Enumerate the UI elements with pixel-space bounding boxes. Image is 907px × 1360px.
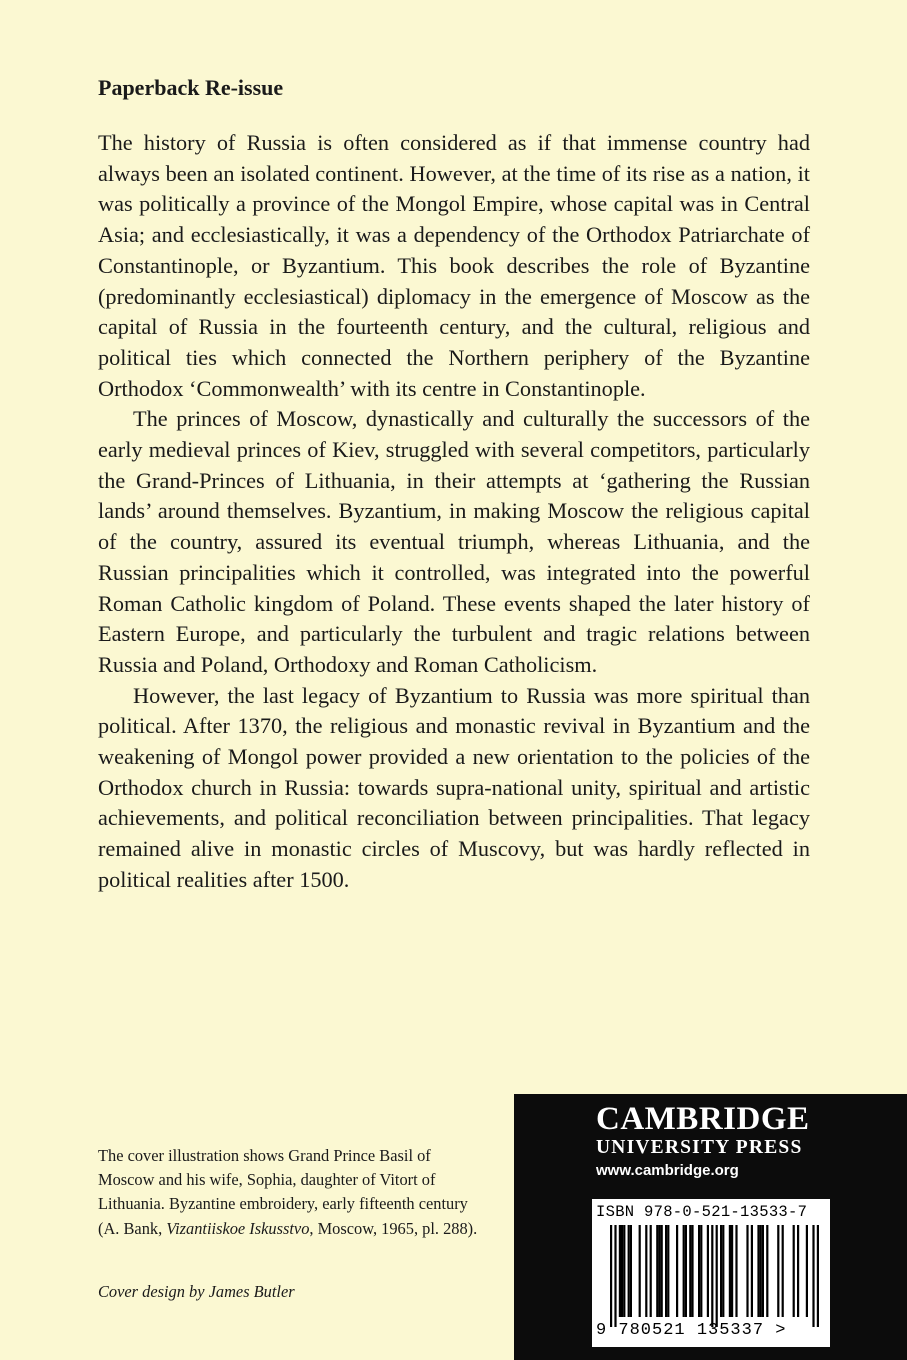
back-cover-heading: Paperback Re-issue <box>98 75 284 100</box>
barcode-bar <box>656 1225 658 1317</box>
barcode-bar <box>698 1225 700 1317</box>
barcode-bar <box>658 1225 660 1317</box>
barcode-bar <box>797 1225 799 1317</box>
caption-text-end: , Moscow, 1965, pl. 288). <box>309 1218 478 1238</box>
ean-digits: 9 780521 135337 > <box>596 1321 787 1340</box>
barcode-bar <box>661 1225 663 1317</box>
barcode-bar <box>665 1225 667 1317</box>
barcode-bar <box>746 1225 748 1317</box>
caption-book-title: Vizantiiskoe Iskusstvo <box>166 1218 310 1238</box>
barcode-bar <box>623 1225 625 1317</box>
publisher-url: www.cambridge.org <box>596 1162 739 1179</box>
barcode-bar <box>716 1225 718 1327</box>
barcode-panel <box>592 1199 830 1347</box>
barcode-bar <box>757 1225 759 1317</box>
barcode-bar <box>731 1225 733 1317</box>
barcode-bar <box>610 1225 612 1327</box>
barcode-bar <box>683 1225 685 1317</box>
caption-text-start: The cover illustration shows Grand Prince Basil of Moscow and his wife, Sophia, daughter of Vitort of Lithuania. Byzantine embroidery, early fifteenth century (A. Bank, <box>98 1146 468 1238</box>
barcode-bar <box>722 1225 724 1317</box>
barcode-bar <box>751 1225 753 1317</box>
barcode-bar <box>628 1225 630 1317</box>
barcode-bar <box>777 1225 779 1317</box>
barcode-bar <box>760 1225 762 1317</box>
publisher-name: CAMBRIDGE <box>596 1101 810 1137</box>
barcode-bar <box>645 1225 647 1317</box>
barcode-bar <box>689 1225 691 1317</box>
barcode-bar <box>711 1225 713 1327</box>
cover-illustration-caption <box>98 1144 480 1241</box>
publisher-press: UNIVERSITY PRESS <box>596 1137 803 1158</box>
barcode-bar <box>614 1225 616 1327</box>
barcode-bar <box>806 1225 808 1317</box>
cover-design-credit: Cover design by James Butler <box>98 1282 295 1301</box>
publisher-box <box>514 1094 907 1360</box>
barcode-bar <box>650 1225 652 1317</box>
barcode-bar <box>793 1225 795 1317</box>
publisher-logo <box>596 1100 826 1182</box>
barcode-bar <box>639 1225 641 1317</box>
barcode-bar <box>667 1225 669 1317</box>
barcode-bar <box>700 1225 702 1317</box>
barcode-bar <box>691 1225 693 1317</box>
blurb <box>98 128 810 896</box>
barcode-bar <box>766 1225 768 1317</box>
barcode-bar <box>630 1225 632 1317</box>
barcode-bar <box>812 1225 814 1327</box>
barcode-bar <box>762 1225 764 1317</box>
barcode-bar <box>729 1225 731 1317</box>
barcode-bar <box>707 1225 709 1317</box>
barcode-bar <box>817 1225 819 1327</box>
isbn-label: ISBN 978-0-521-13533-7 <box>596 1203 808 1221</box>
barcode-bar <box>619 1225 621 1317</box>
barcode-bar <box>782 1225 784 1317</box>
barcode-bar <box>735 1225 737 1317</box>
barcode-bar <box>685 1225 687 1317</box>
barcode-bar <box>720 1225 722 1317</box>
barcode-bar <box>676 1225 678 1317</box>
blurb-paragraph-3: However, the last legacy of Byzantium to Russia was more spiritual than political. After 1370, the religious and monastic revival in Byzantium and the weakening of Mongol power provided a new orientation to the policies of the Orthodox church in Russia: towards supra-national unity, spiritual and artistic achievements, and political reconciliation between principalities. That legacy remained alive in monastic circles of Muscovy, but was hardly reflected in political realities after 1500. <box>98 682 810 892</box>
barcode-bar <box>621 1225 623 1317</box>
blurb-paragraph-1: The history of Russia is often considered as if that immense country had always been an isolated continent. However, at the time of its rise as a nation, it was politically a province of the Mongol Empire, whose capital was in Central Asia; and ecclesiastically, it was a dependency of the Orthodox Patriarchate of Constantinople, or Byzantium. This book describes the role of Byzantine (predominantly ecclesiastical) diplomacy in the emergence of Moscow as the capital of Russia in the fourteenth century, and the cultural, religious and political ties which connected the Northern periphery of the Byzantine Orthodox ‘Commonwealth’ with its centre in Constantinople. <box>98 130 810 401</box>
blurb-paragraph-2: The princes of Moscow, dynastically and culturally the successors of the early medieval princes of Kiev, struggled with several competitors, particularly the Grand-Princes of Lithuania, in their attempts at ‘gathering the Russian lands’ around themselves. Byzantium, in making Moscow the religious capital of the country, assured its eventual triumph, whereas Lithuania, and the Russian principalities which it controlled, was integrated into the powerful Roman Catholic kingdom of Poland. These events shaped the later history of Eastern Europe, and particularly the turbulent and tragic relations between Russia and Poland, Orthodoxy and Roman Catholicism. <box>98 406 810 677</box>
